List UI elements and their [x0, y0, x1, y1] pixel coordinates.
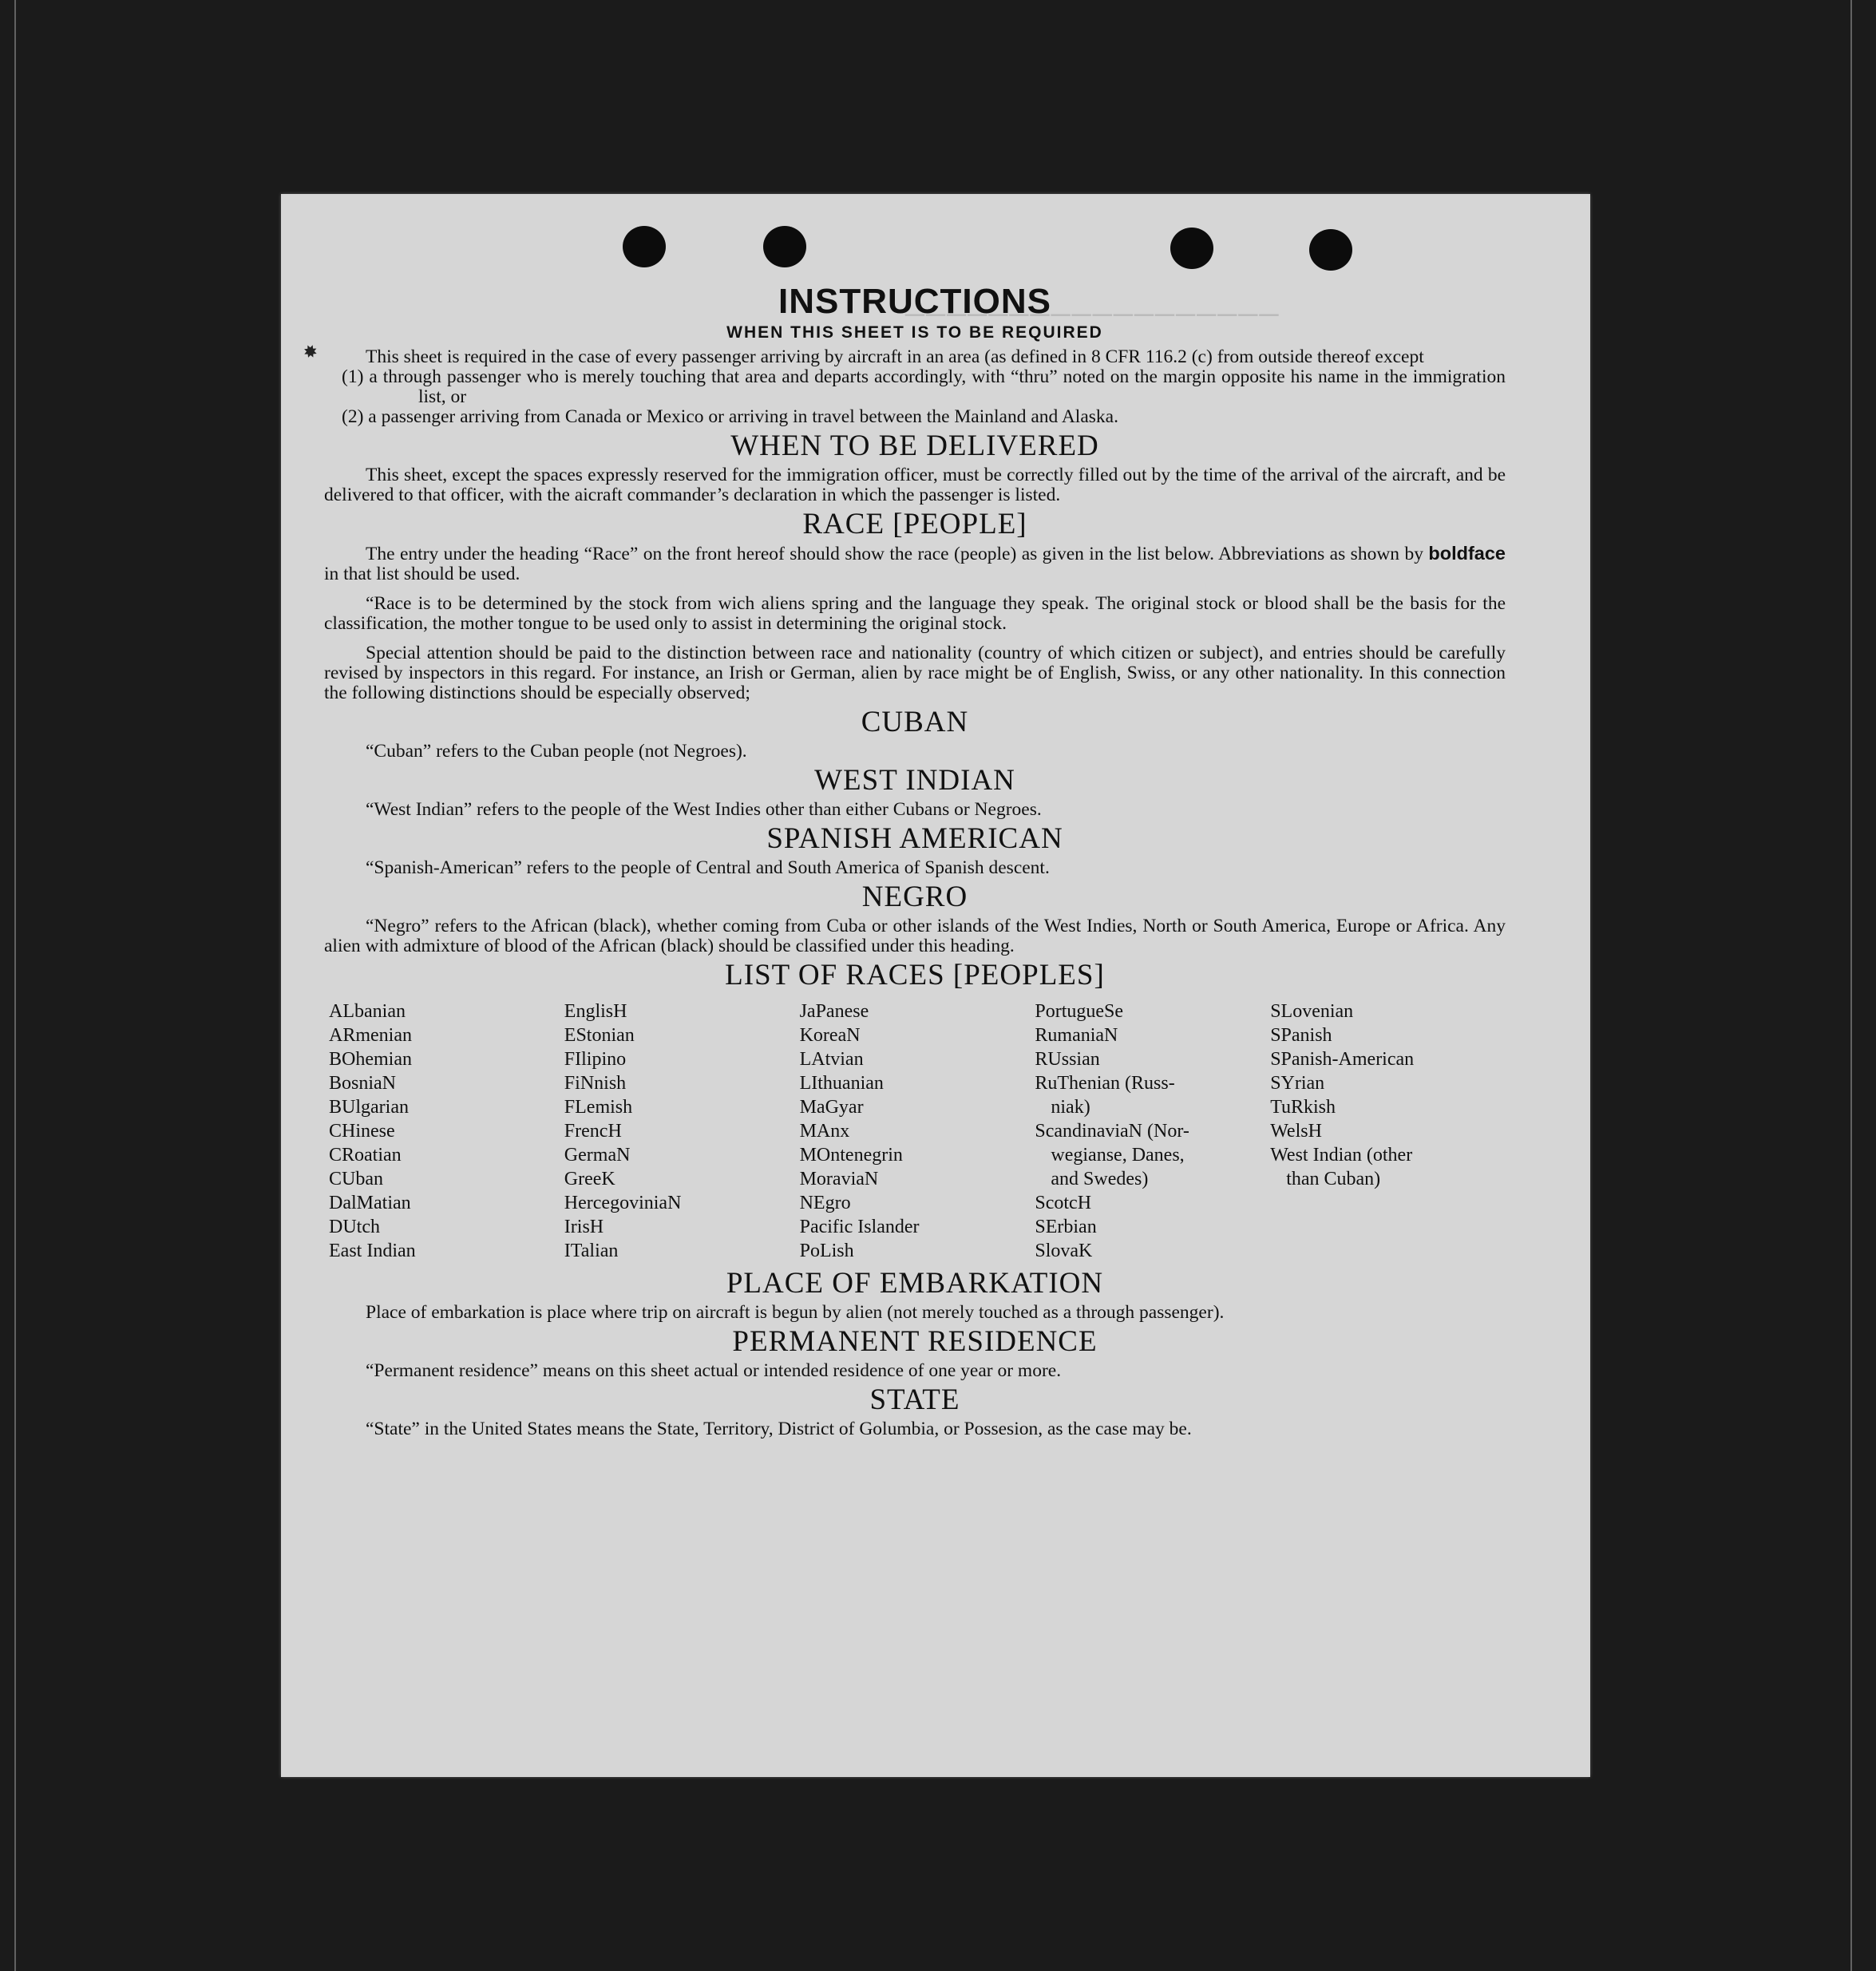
race-item: ITalian	[564, 1241, 619, 1261]
race-item: CRoatian	[329, 1145, 402, 1166]
race-item: DalMatian	[329, 1193, 411, 1213]
race-item: TuRkish	[1270, 1097, 1336, 1118]
race-item: PortugueSe	[1035, 1001, 1124, 1022]
race-paragraph-2: “Race is to be determined by the stock from wich aliens spring and the language they speak. The original stock or blood shall be the basis for the classification, the mother tongue to be used only to assist in determining the original stock.	[324, 593, 1506, 634]
race-item: KoreaN	[799, 1025, 861, 1046]
race-item: SPanish	[1270, 1025, 1332, 1046]
race-item: GreeK	[564, 1169, 615, 1189]
race-item: SLovenian	[1270, 1001, 1354, 1022]
race-item-continued: than Cuban)	[1286, 1169, 1381, 1189]
race-item: EStonian	[564, 1025, 635, 1046]
race-item: MOntenegrin	[799, 1145, 903, 1166]
document-sheet	[281, 194, 1590, 1777]
delivered-paragraph: This sheet, except the spaces expressly reserved for the immigration officer, must be correctly filled out by the time of the arrival of the aircraft, and be delivered to that officer, with the aicraft commander’s declaration in which the passenger is listed.	[324, 465, 1506, 505]
race-item: FrencH	[564, 1121, 622, 1142]
race-item: SPanish-American	[1270, 1049, 1415, 1070]
race-item: FLemish	[564, 1097, 633, 1118]
race-item: PoLish	[799, 1241, 854, 1261]
punch-hole	[1309, 229, 1352, 271]
race-item: JaPanese	[799, 1001, 869, 1022]
frame-edge-right	[1850, 0, 1852, 1971]
races-column-3	[800, 999, 1035, 1263]
race-item: EnglisH	[564, 1001, 627, 1022]
race-item: BOhemian	[329, 1049, 412, 1070]
races-column-1	[329, 999, 564, 1263]
section-heading-spanish-american: SPANISH AMERICAN	[766, 822, 1063, 855]
race-item: RUssian	[1035, 1049, 1100, 1070]
bleed-through: ──────────────────	[904, 299, 1279, 330]
race-item: MaGyar	[799, 1097, 864, 1118]
race-item: LAtvian	[799, 1049, 864, 1070]
spanish-american-paragraph: “Spanish-American” refers to the people of Central and South America of Spanish descent.	[366, 857, 1050, 878]
race-item: SYrian	[1270, 1073, 1325, 1094]
negro-paragraph: “Negro” refers to the African (black), whether coming from Cuba or other islands of the West Indies, North or South America, Europe or Africa. Any alien with admixture of blood of the African (black) should be classified under this heading.	[324, 916, 1506, 956]
section-heading-race: RACE [PEOPLE]	[802, 508, 1027, 540]
page-title: INSTRUCTIONS	[778, 282, 1051, 321]
race-item: FiNnish	[564, 1073, 627, 1094]
race-item: NEgro	[799, 1193, 851, 1213]
exception-item: (2) a passenger arriving from Canada or Mexico or arriving in travel between the Mainland and Alaska.	[342, 406, 1118, 427]
race-item: SlovaK	[1035, 1241, 1093, 1261]
race-item: LIthuanian	[799, 1073, 884, 1094]
section-heading-residence: PERMANENT RESIDENCE	[732, 1325, 1098, 1358]
race-item: West Indian (other	[1270, 1145, 1413, 1166]
races-list	[329, 999, 1506, 1263]
race-item: DUtch	[329, 1217, 380, 1237]
race-item: CUban	[329, 1169, 383, 1189]
race-item: ScandinaviaN (Nor-	[1035, 1121, 1189, 1142]
race-paragraph-3: Special attention should be paid to the distinction between race and nationality (country of which citizen or subject), and entries should be carefully revised by inspectors in this regard. For instance, an Irish or German, alien by race might be of English, Swiss, or any other nationality. In this connection the following distinctions should be especially observed;	[324, 643, 1506, 703]
section-heading-negro: NEGRO	[861, 881, 968, 913]
race-item-continued: wegianse, Danes,	[1051, 1145, 1185, 1166]
race-item: FIlipino	[564, 1049, 627, 1070]
race-item-continued: niak)	[1051, 1097, 1090, 1118]
race-item: ARmenian	[329, 1025, 412, 1046]
frame-edge-left	[14, 0, 16, 1971]
race-item: SErbian	[1035, 1217, 1097, 1237]
races-column-4	[1035, 999, 1270, 1263]
cuban-paragraph: “Cuban” refers to the Cuban people (not Negroes).	[366, 741, 747, 762]
race-item: RuThenian (Russ-	[1035, 1073, 1175, 1094]
race-item: GermaN	[564, 1145, 631, 1166]
race-item: IrisH	[564, 1217, 604, 1237]
punch-hole	[623, 226, 666, 267]
race-paragraph-1: The entry under the heading “Race” on the front hereof should show the race (people) as given in the list below. Abbreviations as shown by boldface in that list should be used.	[324, 543, 1506, 584]
race-item: HercegoviniaN	[564, 1193, 682, 1213]
race-item: BUlgarian	[329, 1097, 409, 1118]
handwritten-mark: ✸	[299, 339, 322, 364]
residence-paragraph: “Permanent residence” means on this sheet actual or intended residence of one year or more.	[366, 1360, 1062, 1381]
race-item-continued: and Swedes)	[1051, 1169, 1149, 1189]
race-item: ScotcH	[1035, 1193, 1092, 1213]
race-item: BosniaN	[329, 1073, 396, 1094]
embarkation-paragraph: Place of embarkation is place where trip on aircraft is begun by alien (not merely touched as a through passenger).	[366, 1302, 1225, 1323]
section-heading-cuban: CUBAN	[861, 706, 969, 738]
race-item: Pacific Islander	[799, 1217, 920, 1237]
punch-hole	[763, 226, 806, 267]
page-subtitle: WHEN THIS SHEET IS TO BE REQUIRED	[726, 323, 1103, 342]
section-heading-delivered: WHEN TO BE DELIVERED	[730, 429, 1099, 462]
intro-paragraph: This sheet is required in the case of every passenger arriving by aircraft in an area (as defined in 8 CFR 116.2 (c) from outside thereof except	[366, 346, 1424, 367]
state-paragraph: “State” in the United States means the State, Territory, District of Golumbia, or Possesion, as the case may be.	[366, 1419, 1192, 1439]
races-column-5	[1270, 999, 1506, 1263]
instructions-content	[324, 282, 1506, 1439]
race-item: East Indian	[329, 1241, 416, 1261]
race-item: MAnx	[799, 1121, 850, 1142]
section-heading-list-of-races: LIST OF RACES [PEOPLES]	[725, 959, 1105, 991]
punch-hole	[1170, 228, 1213, 269]
races-column-2	[564, 999, 800, 1263]
west-indian-paragraph: “West Indian” refers to the people of the West Indies other than either Cubans or Negroes.	[366, 799, 1042, 820]
race-item: CHinese	[329, 1121, 395, 1142]
race-item: ALbanian	[329, 1001, 406, 1022]
section-heading-west-indian: WEST INDIAN	[814, 764, 1015, 797]
exception-item: (1) a through passenger who is merely touching that area and departs accordingly, with “thru” noted on the margin opposite his name in the immigration list, or	[342, 366, 1506, 407]
section-heading-embarkation: PLACE OF EMBARKATION	[726, 1267, 1104, 1300]
boldface-word: boldface	[1428, 543, 1506, 564]
race-item: RumaniaN	[1035, 1025, 1118, 1046]
section-heading-state: STATE	[869, 1383, 960, 1416]
race-item: WelsH	[1270, 1121, 1322, 1142]
race-item: MoraviaN	[799, 1169, 879, 1189]
